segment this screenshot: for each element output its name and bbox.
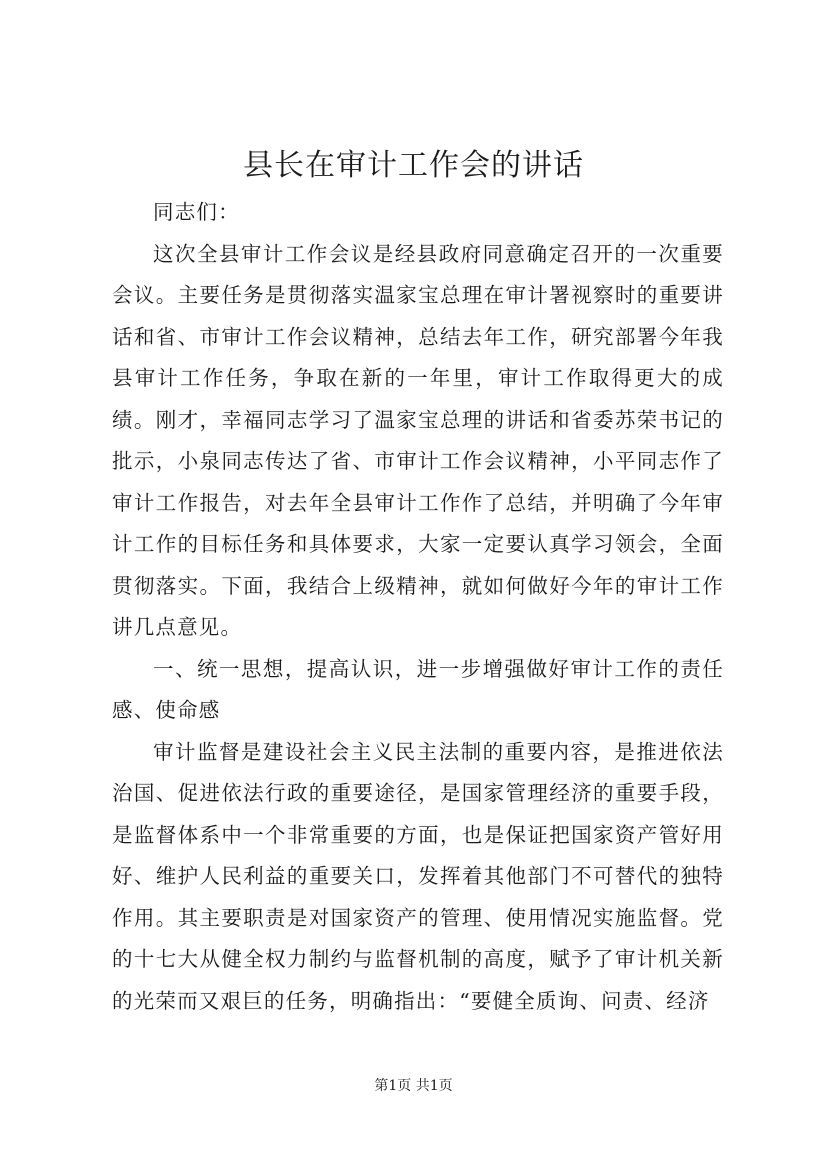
page-footer: 第1页 共1页 bbox=[374, 1078, 453, 1094]
section-heading-1: 一、统一思想，提高认识，进一步增强做好审计工作的责任感、使命感 bbox=[112, 656, 724, 722]
intro-paragraph: 这次全县审计工作会议是经县政府同意确定召开的一次重要会议。主要任务是贯彻落实温家宝总理在审计署视察时的重要讲话和省、市审计工作会议精神，总结去年工作，研究部署今年我县审计工作任务，争取在新的一年里，审计工作取得更大的成绩。刚才，幸福同志学习了温家宝总理的讲话和省委苏荣书记的批示，小泉同志传达了省、市审计工作会议精神，小平同志作了审计工作报告，对去年全县审计工作作了总结，并明确了今年审计工作的目标任务和具体要求，大家一定要认真学习领会，全面贯彻落实。下面，我结合上级精神，就如何做好今年的审计工作讲几点意见。 bbox=[112, 241, 724, 639]
body-paragraph: 审计监督是建设社会主义民主法制的重要内容，是推进依法治国、促进依法行政的重要途径，是国家管理经济的重要手段，是监督体系中一个非常重要的方面，也是保证把国家资产管好用好、维护人民利益的重要关口，发挥着其他部门不可替代的独特作用。其主要职责是对国家资产的管理、使用情况实施监督。党的十七大从健全权力制约与监督机制的高度，赋予了审计机关新的光荣而又艰巨的任务，明确指出：“要健全质询、问责、经济 bbox=[112, 739, 724, 1013]
document-body bbox=[112, 192, 724, 1022]
document-title: 县长在审计工作会的讲话 bbox=[243, 148, 584, 183]
salutation-paragraph: 同志们： bbox=[153, 200, 240, 224]
